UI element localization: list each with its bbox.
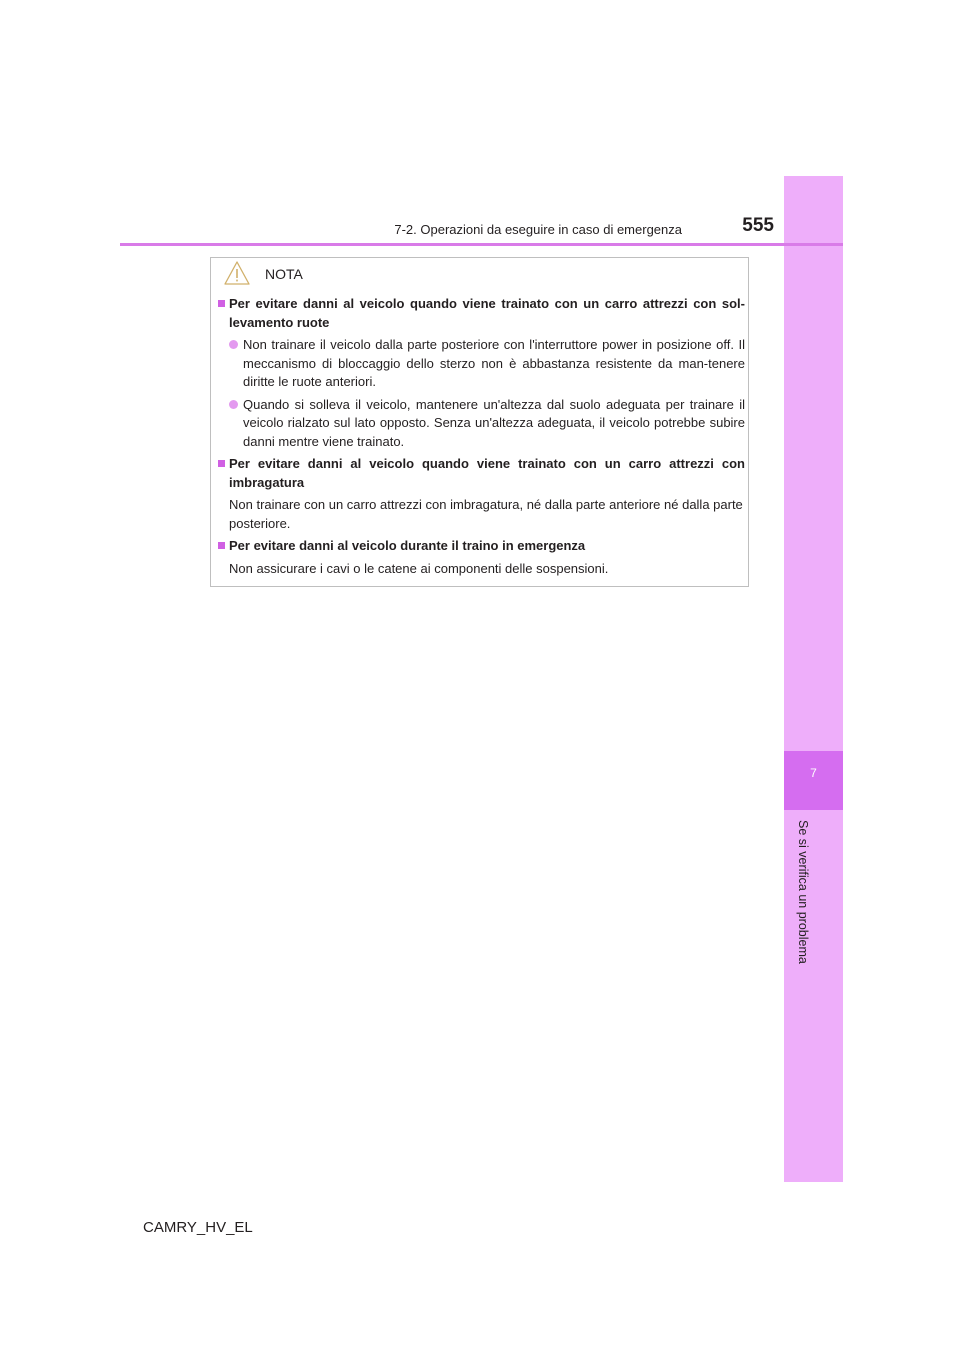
square-marker-icon [218,542,225,549]
notice-header [223,260,303,286]
section-title: 7-2. Operazioni da eseguire in caso di emergenza [394,222,682,237]
warning-triangle-icon [223,260,251,286]
notice-paragraph: Non trainare con un carro attrezzi con imbragatura, né dalla parte anteriore né dalla parte posteriore. [229,497,743,531]
notice-body [218,295,745,578]
notice-bullet: Non trainare il veicolo dalla parte posteriore con l'interruttore power in posizione off. Il meccanismo di bloccaggio dello sterzo non è abbastanza resistente da man-tenere diritte le ruote anteriori. [218,336,745,392]
round-bullet-icon [229,340,238,349]
notice-bullet: Quando si solleva il veicolo, mantenere un'altezza dal suolo adeguata per trainare il veicolo rialzato sul lato opposto. Senza un'altezza adeguata, il veicolo potrebbe subire danni mentre viene trainato. [218,396,745,452]
notice-heading: Per evitare danni al veicolo quando viene trainato con un carro attrezzi con sol-levamento ruote [218,295,745,332]
page-number: 555 [742,215,774,236]
chapter-tab-active [784,751,843,810]
notice-heading: Per evitare danni al veicolo quando viene trainato con un carro attrezzi con imbragatura [218,455,745,492]
notice-heading: Per evitare danni al veicolo durante il traino in emergenza [218,537,745,556]
header-rule [120,243,843,246]
notice-box [210,257,749,587]
document-code: CAMRY_HV_EL [143,1219,253,1236]
chapter-number: 7 [810,766,817,780]
chapter-side-tab [784,176,843,1182]
notice-label: NOTA [265,266,303,282]
chapter-title: Se si verifica un problema [796,820,810,964]
square-marker-icon [218,460,225,467]
round-bullet-icon [229,400,238,409]
notice-paragraph: Non assicurare i cavi o le catene ai componenti delle sospensioni. [229,560,609,576]
square-marker-icon [218,300,225,307]
